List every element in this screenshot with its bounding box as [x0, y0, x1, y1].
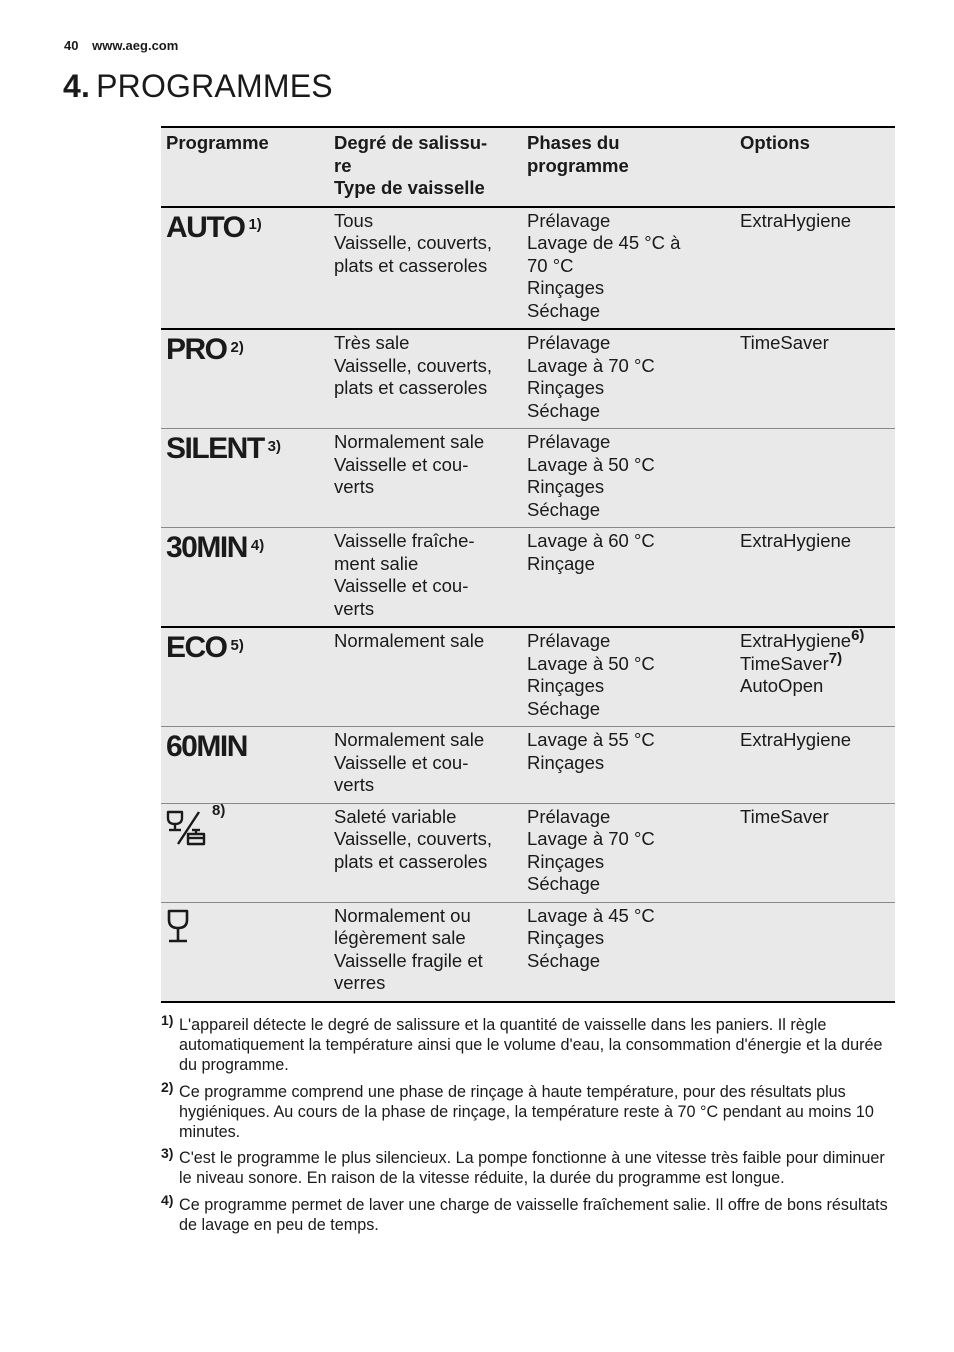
header-programme: Programme [161, 127, 329, 207]
header-degree: Degré de salissu- re Type de vaisselle [329, 127, 522, 207]
option-item [740, 626, 889, 653]
programme-cell [161, 627, 329, 727]
page-header [64, 38, 178, 53]
programme-cell [161, 329, 329, 429]
option-label: ExtraHygiene [740, 630, 852, 651]
option-label: AutoOpen [740, 675, 824, 696]
option-label: TimeSaver [740, 652, 829, 674]
programme-name: ECO [166, 631, 227, 664]
option-item [740, 210, 889, 233]
option-label: ExtraHygiene [740, 530, 852, 551]
footnote [161, 1012, 901, 1076]
degree-cell: Très sale Vaisselle, couverts, plats et casseroles [329, 329, 522, 429]
page-number: 40 [64, 38, 79, 53]
table-row [161, 429, 895, 528]
programme-cell [161, 803, 329, 902]
options-cell [735, 803, 895, 902]
phases-cell: Prélavage Lavage à 70 °C Rinçages Séchage [522, 803, 735, 902]
footnote-text: C'est le programme le plus silencieux. La pompe fonctionne à une vitesse très faible pour diminuer le niveau sonore. En raison de la vitesse réduite, la durée du programme est longue. [179, 1149, 885, 1188]
table-row [161, 727, 895, 804]
option-footnote-ref: 7) [828, 649, 843, 667]
footnote-text: Ce programme comprend une phase de rinçage à haute température, pour des résultats plus hygiéniques. Au cours de la phase de rinçage, la température reste à 70 °C pendant au moins 10 minutes. [179, 1082, 874, 1142]
footnote [161, 1191, 901, 1235]
footnote-mark: 3) [161, 1145, 174, 1162]
table-row [161, 902, 895, 1002]
programmes-table [161, 126, 895, 1003]
degree-cell: Tous Vaisselle, couverts, plats et casseroles [329, 207, 522, 330]
programme-name: 30MIN [166, 531, 247, 564]
table-row [161, 803, 895, 902]
footnote [161, 1078, 901, 1143]
phases-cell: Prélavage Lavage de 45 °C à 70 °C Rinçages Séchage [522, 207, 735, 330]
options-cell [735, 727, 895, 804]
phases-cell: Lavage à 60 °C Rinçage [522, 528, 735, 628]
footnote [161, 1145, 901, 1188]
option-item [740, 806, 889, 829]
programme-cell [161, 902, 329, 1002]
phases-cell: Prélavage Lavage à 70 °C Rinçages Séchage [522, 329, 735, 429]
table-header-row [161, 127, 895, 207]
options-cell [735, 329, 895, 429]
table-row [161, 528, 895, 628]
glass-pot-icon [166, 810, 208, 852]
footnote-ref: 3) [267, 437, 282, 455]
section-title: PROGRAMMES [96, 68, 333, 104]
section-number: 4. [63, 68, 91, 104]
degree-cell: Vaisselle fraîche- ment salie Vaisselle et cou- verts [329, 528, 522, 628]
option-item [740, 332, 889, 355]
options-cell [735, 902, 895, 1002]
phases-cell: Prélavage Lavage à 50 °C Rinçages Séchage [522, 627, 735, 727]
options-cell [735, 207, 895, 330]
degree-cell: Normalement sale [329, 627, 522, 727]
option-label: ExtraHygiene [740, 209, 852, 231]
page-title [63, 64, 333, 108]
header-options: Options [735, 127, 895, 207]
table-row [161, 207, 895, 330]
footnote-ref: 8) [212, 802, 226, 820]
options-cell [735, 627, 895, 727]
option-label: TimeSaver [740, 332, 829, 353]
programme-cell [161, 429, 329, 528]
table-row [161, 627, 895, 727]
phases-cell: Lavage à 45 °C Rinçages Séchage [522, 902, 735, 1002]
programme-name: AUTO [166, 210, 245, 244]
options-cell [735, 528, 895, 628]
programme-cell [161, 727, 329, 804]
programme-name: SILENT [166, 432, 264, 465]
phases-cell: Lavage à 55 °C Rinçages [522, 727, 735, 804]
footnote-mark: 2) [161, 1078, 174, 1095]
option-item [740, 675, 889, 698]
option-label: ExtraHygiene [740, 729, 852, 750]
footnote-ref: 2) [230, 338, 244, 356]
programme-cell [161, 528, 329, 628]
option-item [740, 649, 889, 676]
website-link[interactable]: www.aeg.com [92, 38, 179, 53]
programme-cell [161, 207, 329, 330]
degree-cell: Normalement ou légèrement sale Vaisselle fragile et verres [329, 902, 522, 1002]
phases-cell: Prélavage Lavage à 50 °C Rinçages Séchage [522, 429, 735, 528]
footnote-ref: 1) [248, 216, 262, 234]
footnotes [161, 1012, 901, 1241]
degree-cell: Normalement sale Vaisselle et cou- verts [329, 727, 522, 804]
footnote-ref: 5) [230, 636, 244, 654]
footnote-ref: 4) [250, 536, 265, 554]
programme-name: 60MIN [166, 730, 247, 763]
footnote-mark: 4) [161, 1191, 174, 1208]
header-phases: Phases du programme [522, 127, 735, 207]
degree-cell: Normalement sale Vaisselle et cou- verts [329, 429, 522, 528]
footnote-text: L'appareil détecte le degré de salissure et la quantité de vaisselle dans les paniers. Il règle automatiquement la température ainsi que le volume d'eau, la consommation d'énergie et la durée du programme. [179, 1016, 883, 1075]
option-footnote-ref: 6) [851, 626, 865, 644]
table-row [161, 329, 895, 429]
options-cell [735, 429, 895, 528]
footnote-text: Ce programme permet de laver une charge de vaisselle fraîchement salie. Il offre de bons résultats de lavage en peu de temps. [179, 1195, 888, 1234]
option-label: TimeSaver [740, 805, 829, 827]
option-item [740, 530, 889, 553]
programme-name: PRO [166, 333, 227, 366]
footnote-mark: 1) [161, 1012, 174, 1028]
wine-glass-icon [166, 909, 190, 951]
degree-cell: Saleté variable Vaisselle, couverts, plats et casseroles [329, 803, 522, 902]
option-item [740, 729, 889, 752]
